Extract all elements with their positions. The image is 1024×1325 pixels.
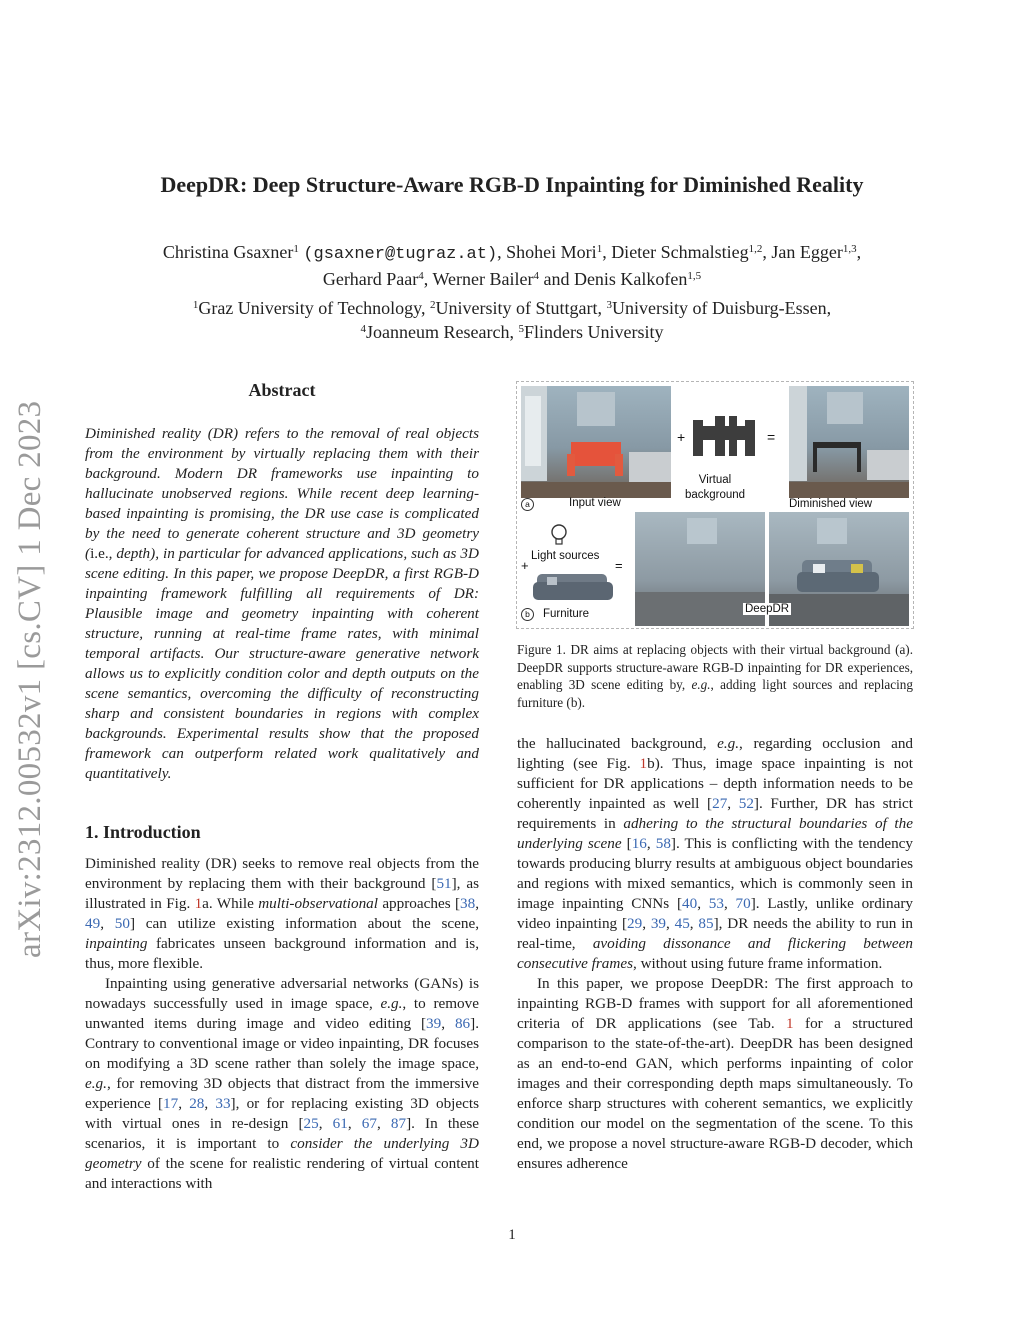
paragraph: Diminished reality (DR) seeks to remove real objects from the environment by replacing them with their background [51], as illustrated in Fig. 1a. While multi-observational approaches [38, 49, 50] can utilize existing information about the scene, inpainting fabricates unseen background information and is, thus, more flexible. [85, 855, 479, 972]
citation-link[interactable]: 51 [436, 875, 452, 892]
paper-title: DeepDR: Deep Structure-Aware RGB-D Inpainting for Diminished Reality [160, 172, 864, 197]
panel-label-b: b [521, 608, 534, 621]
table-link[interactable]: 1 [786, 1015, 794, 1032]
figure-link[interactable]: 1 [194, 895, 203, 912]
citation-link[interactable]: 87 [390, 1115, 407, 1132]
citation-link[interactable]: 53 [708, 895, 724, 912]
abstract-body [85, 424, 479, 784]
affiliation-list [80, 296, 944, 344]
paragraph: the hallucinated background, e.g., regarding occlusion and lighting (see Fig. 1b). Thus, image space inpainting is not sufficient for DR applications – depth information needs to be coherently inpainted as well [27, 52]. Further, DR has strict requirements in adhering to the structural boundaries of the underlying scene [16, 58]. This is conflicting with the tendency towards producing blurry results at ambiguous object boundaries and regions with mixed semantics, which is commonly seen in image inpainting CNNs [40, 53, 70]. Lastly, unlike ordinary video inpainting [29, 39, 45, 85], DR needs the ability to run in real-time, avoiding dissonance and flickering between consecutive frames, without using future frame information. [517, 735, 914, 972]
citation-link[interactable]: 49 [85, 915, 101, 932]
plus-sign: + [677, 429, 686, 445]
abstract-text: i.e. [90, 545, 109, 562]
equals-sign: = [767, 429, 776, 445]
author-affil-mark: 1 [596, 243, 603, 255]
introduction-body [85, 854, 479, 1194]
citation-link[interactable]: 85 [698, 915, 714, 932]
citation-link[interactable]: 25 [303, 1115, 319, 1132]
author-list [80, 240, 944, 291]
citation-link[interactable]: 67 [361, 1115, 377, 1132]
affiliation: Joanneum Research, [366, 322, 519, 342]
citation-link[interactable]: 40 [682, 895, 698, 912]
citation-link[interactable]: 38 [460, 895, 476, 912]
citation-link[interactable]: 28 [189, 1095, 205, 1112]
affiliation: University of Stuttgart, [435, 298, 607, 318]
citation-link[interactable]: 16 [631, 835, 647, 852]
affiliation: University of Duisburg-Essen, [612, 298, 832, 318]
author-name: Gerhard Paar [322, 269, 419, 289]
sofa-icon [533, 574, 613, 600]
figure-1-caption: Figure 1. DR aims at replacing objects with their virtual background (a). DeepDR supports structure-aware RGB-D inpainting for DR experiences, enabling 3D scene editing by, e.g., adding light sources and replacing furniture (b). [517, 642, 913, 710]
affil-number: 2 [430, 299, 436, 311]
light-bulb-icon [552, 525, 566, 544]
author-affil-mark: 1,5 [687, 270, 702, 282]
author-affil-mark: 1,3 [842, 243, 857, 255]
affil-number: 4 [360, 323, 367, 335]
input-view-label: Input view [569, 497, 621, 509]
panel-label-a: a [521, 498, 534, 511]
section-heading-introduction: 1. Introduction [85, 822, 201, 842]
figure-link[interactable]: 1 [639, 755, 648, 772]
abstract-heading: Abstract [248, 380, 316, 400]
author-name: Christina Gsaxner [162, 242, 294, 262]
virtual-background-label: Virtual background [684, 474, 746, 501]
figure-1 [516, 381, 914, 629]
citation-link[interactable]: 17 [163, 1095, 179, 1112]
input-view-image [521, 386, 671, 498]
affiliation: Flinders University [523, 322, 664, 342]
citation-link[interactable]: 61 [332, 1115, 348, 1132]
affil-number: 5 [518, 323, 524, 335]
citation-link[interactable]: 39 [426, 1015, 442, 1032]
citation-link[interactable]: 33 [215, 1095, 231, 1112]
deepdr-label: DeepDR [745, 603, 790, 615]
arxiv-identifier: arXiv:2312.00532v1 [cs.CV] 1 Dec 2023 [12, 400, 48, 958]
abstract-text: , depth), in particular for advanced applications, such as 3D scene editing. In this paper, we propose DeepDR, a first RGB-D inpainting framework fulfilling all requirements of DR: Plausible image and geometry inpainting with coherent structure, running at real-time frame rates, with minimal temporal artifacts. Our structure-aware generative network allows us to explicitly condition color and depth outputs on the scene semantics, overcoming the difficulty of reconstructing sharp and consistent boundaries in regions with complex backgrounds. Experimental results show that the proposed framework can outperform related work qualitatively and quantitatively. [85, 545, 479, 782]
light-sources-label: Light sources [531, 550, 600, 562]
page-number: 1 [508, 1227, 516, 1243]
furniture-label: Furniture [543, 608, 590, 620]
author-name: , Werner Bailer [423, 269, 534, 289]
citation-link[interactable]: 58 [655, 835, 671, 852]
author-email[interactable]: (gsaxner@tugraz.at) [303, 245, 498, 264]
citation-link[interactable]: 70 [735, 895, 751, 912]
diminished-view-image [789, 386, 909, 498]
author-separator: , [856, 242, 862, 262]
right-column-body [517, 734, 913, 1174]
author-name: , Dieter Schmalstieg [602, 242, 749, 262]
affil-number: 3 [606, 299, 612, 311]
author-name: , Shohei Mori [497, 242, 597, 262]
diminished-view-label: Diminished view [789, 498, 873, 510]
affil-number: 1 [192, 299, 199, 311]
author-affil-mark: 1 [293, 243, 299, 255]
citation-link[interactable]: 27 [712, 795, 728, 812]
citation-link[interactable]: 86 [454, 1015, 471, 1032]
citation-link[interactable]: 39 [650, 915, 666, 932]
author-name: and Denis Kalkofen [538, 269, 688, 289]
paragraph: In this paper, we propose DeepDR: The first approach to inpainting RGB-D frames with support for all aforementioned criteria of DR applications (see Tab. 1 for a structured comparison to the state-of-the-art). DeepDR has been designed as an end-to-end GAN, which performs inpainting of color images and their corresponding depth maps simultaneously. To enforce sharp structures with coherent semantics, we explicitly condition our model on the segmentation of the scene. To this end, we propose a novel structure-aware RGB-D decoder, which ensures adherence [517, 975, 913, 1172]
abstract-text: Diminished reality (DR) refers to the removal of real objects from the environment by virtually replacing them with their background. Modern DR frameworks use inpainting to hallucinate unobserved regions. While recent deep learning-based inpainting is promising, the DR use case is complicated by the need to generate coherent structure and 3D geometry ( [85, 425, 479, 562]
equals-sign: = [615, 558, 623, 573]
plus-sign: + [521, 558, 529, 573]
citation-link[interactable]: 50 [114, 915, 130, 932]
citation-link[interactable]: 52 [738, 795, 754, 812]
author-name: , Jan Egger [762, 242, 843, 262]
affiliation: Graz University of Technology, [198, 298, 431, 318]
author-affil-mark: 1,2 [748, 243, 763, 255]
author-affil-mark: 4 [418, 270, 424, 282]
citation-link[interactable]: 29 [627, 915, 643, 932]
virtual-background-silhouette [693, 416, 755, 456]
paragraph: Inpainting using generative adversarial networks (GANs) is nowadays successfully used in image space, e.g., to remove unwanted items during image and video editing [39, 86]. Contrary to conventional image or video inpainting, DR focuses on modifying a 3D scene rather than solely the image space, e.g., for removing 3D objects that distract from the immersive experience [17, 28, 33], or for replacing existing 3D objects with virtual ones in re-design [25, 61, 67, 87]. In these scenarios, it is important to consider the underlying 3D geometry of the scene for realistic rendering of virtual content and interactions with [85, 975, 480, 1192]
citation-link[interactable]: 45 [674, 915, 690, 932]
author-affil-mark: 4 [533, 270, 539, 282]
